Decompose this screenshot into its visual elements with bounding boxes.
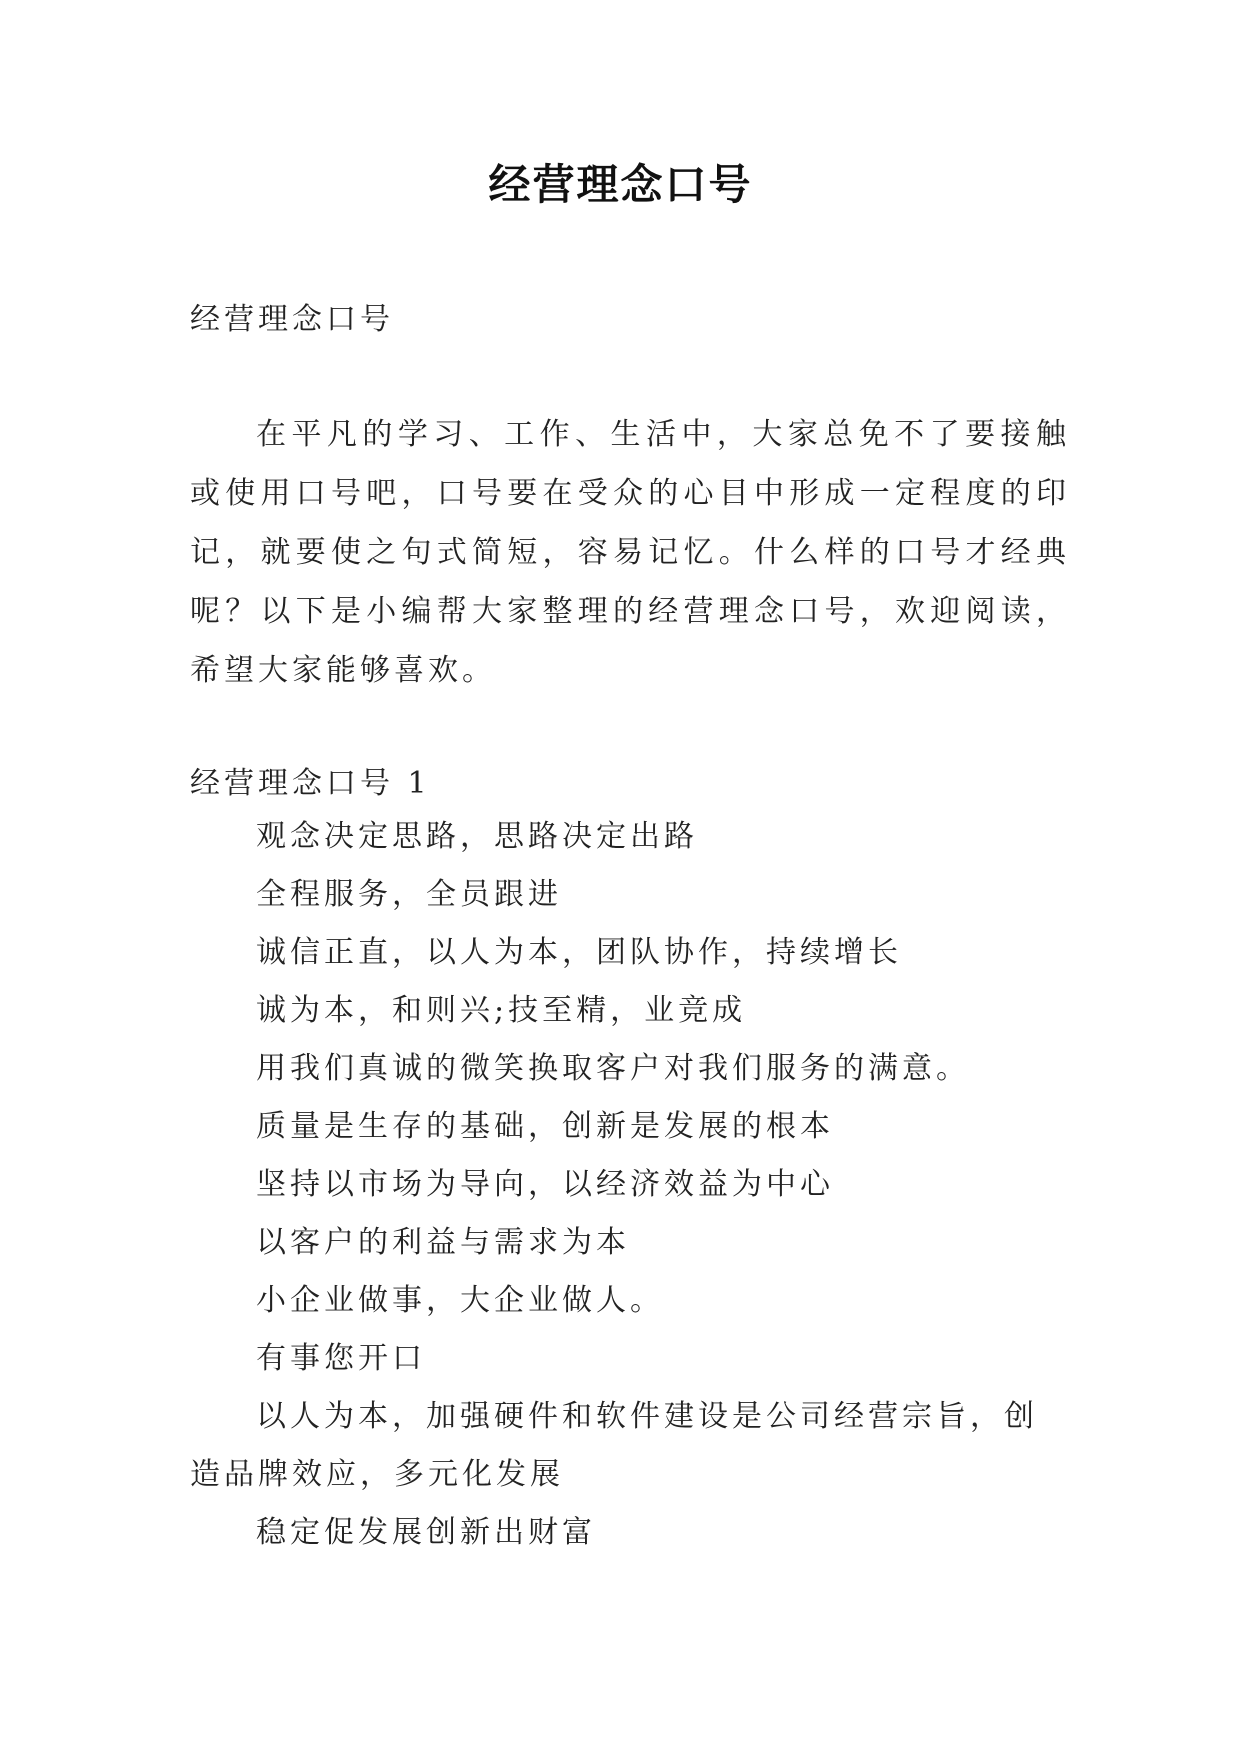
- slogan-item: 坚持以市场为导向，以经济效益为中心: [256, 1167, 834, 1202]
- slogan-item: 全程服务，全员跟进: [256, 877, 562, 912]
- slogan-item: 小企业做事，大企业做人。: [256, 1283, 664, 1318]
- slogan-item: 诚为本，和则兴;技至精，业竞成: [256, 993, 747, 1028]
- slogan-list: [190, 808, 1070, 1562]
- document-subtitle: 经营理念口号: [190, 302, 394, 337]
- slogan-item: 诚信正直，以人为本，团队协作，持续增长: [256, 935, 902, 970]
- slogan-item: 以客户的利益与需求为本: [256, 1225, 630, 1260]
- slogan-item: 稳定促发展创新出财富: [256, 1515, 596, 1550]
- slogan-item: 以人为本，加强硬件和软件建设是公司经营宗旨，创造品牌效应，多元化发展: [190, 1399, 1038, 1492]
- slogan-item: 有事您开口: [256, 1341, 426, 1376]
- slogan-item: 观念决定思路，思路决定出路: [256, 819, 698, 854]
- slogan-item: 用我们真诚的微笑换取客户对我们服务的满意。: [256, 1051, 970, 1086]
- section-heading: 经营理念口号 1: [190, 766, 431, 801]
- document-title: 经营理念口号: [488, 160, 753, 209]
- intro-paragraph: 在平凡的学习、工作、生活中，大家总免不了要接触或使用口号吧，口号要在受众的心目中形成一定程度的印记，就要使之句式简短，容易记忆。什么样的口号才经典呢？以下是小编帮大家整理的经营理念口号，欢迎阅读，希望大家能够喜欢。: [190, 417, 1070, 688]
- slogan-item: 质量是生存的基础，创新是发展的根本: [256, 1109, 834, 1144]
